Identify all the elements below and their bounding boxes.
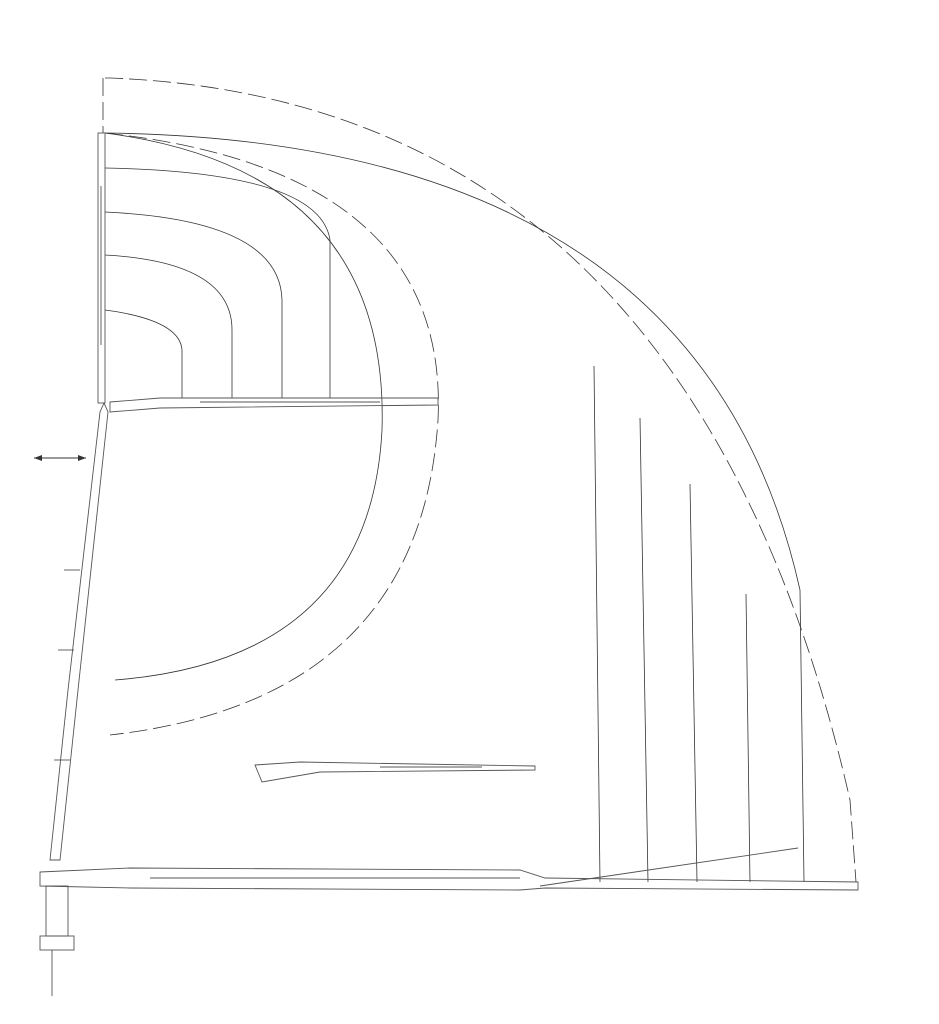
crane-column — [40, 886, 74, 996]
angle-indicator — [34, 455, 86, 461]
boom-vertical — [50, 133, 108, 860]
boom-jib-8m — [255, 762, 535, 782]
boom-horizontal — [40, 848, 858, 890]
boom-jib-20m — [110, 398, 438, 412]
load-curves — [103, 78, 856, 882]
